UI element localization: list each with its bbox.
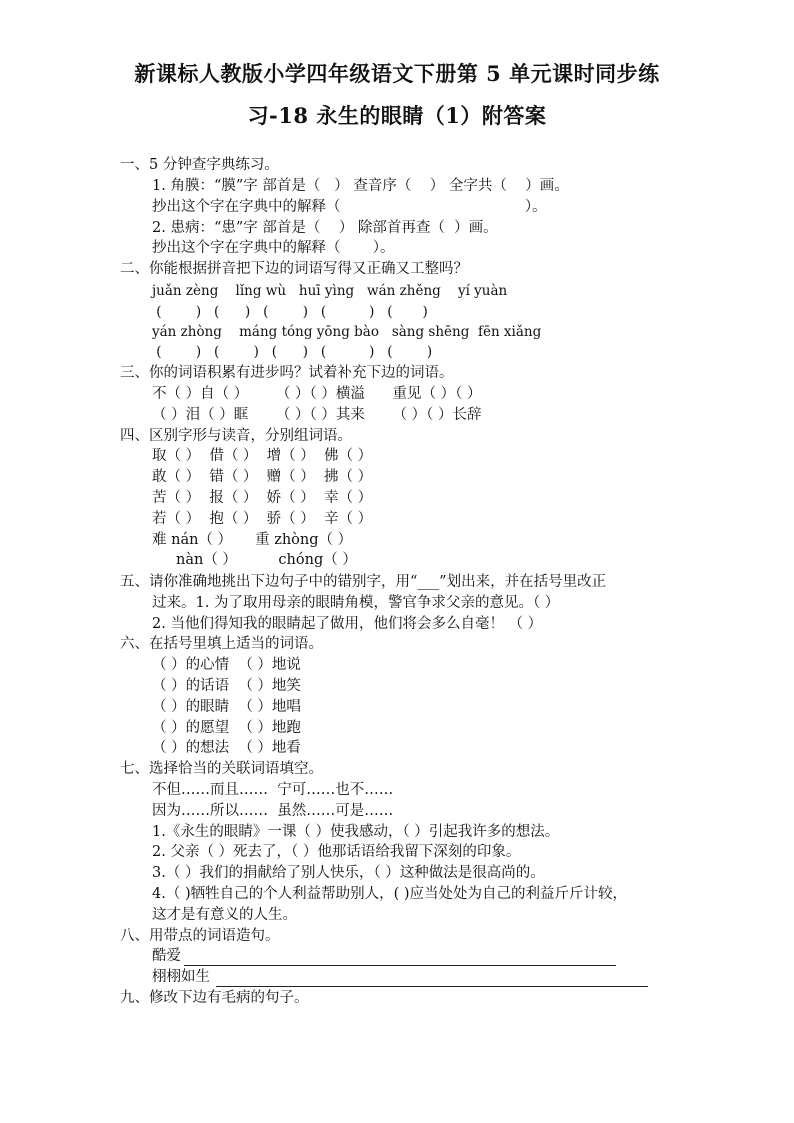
pinyin-row: yán zhòng máng tóng yōng bào sàng shēng fēn xiǎng bbox=[152, 324, 542, 340]
section-9-heading: 九、修改下边有毛病的句子。 bbox=[120, 990, 309, 1006]
sentence-word: 酷爱 bbox=[152, 948, 181, 964]
character-row: 苦（ ） 报（ ） 娇（ ） 幸（ ） bbox=[152, 490, 373, 506]
page-title-line-1: 新课标人教版小学四年级语文下册第 5 单元课时同步练 bbox=[134, 61, 660, 86]
fill-row: （ ）的眼睛 （ ）地唱 bbox=[152, 699, 301, 715]
answer-underline[interactable] bbox=[184, 964, 616, 966]
sentence-word: 栩栩如生 bbox=[152, 969, 210, 985]
question-line: 4.（ )牺牲自己的个人利益帮助别人，( )应当处处为自己的利益斤斤计较， bbox=[152, 886, 628, 902]
question-line: 这才是有意义的人生。 bbox=[152, 907, 297, 923]
section-7-heading: 七、选择恰当的关联词语填空。 bbox=[120, 761, 323, 777]
section-8-heading: 八、用带点的词语造句。 bbox=[120, 928, 280, 944]
character-row: 若（ ） 抱（ ） 骄（ ） 辛（ ） bbox=[152, 511, 373, 527]
idiom-row: （ ）泪（ ）眶 （ ）（ ）其来 （ ）（ ）长辞 bbox=[152, 407, 482, 423]
question-line: 抄出这个字在字典中的解释（ ）。 bbox=[152, 199, 547, 215]
section-5-heading: 五、请你准确地挑出下边句子中的错别字，用“___”划出来，并在括号里改正 bbox=[120, 574, 607, 590]
conjunction-options: 因为……所以…… 虽然……可是…… bbox=[152, 803, 394, 819]
conjunction-options: 不但……而且…… 宁可……也不…… bbox=[152, 782, 394, 798]
character-row: 敢（ ） 错（ ） 赠（ ） 拂（ ） bbox=[152, 469, 373, 485]
polyphone-row: 难 nán（ ） 重 zhòng（ ） bbox=[152, 532, 353, 548]
polyphone-row: nàn（ ） chóng（ ） bbox=[176, 552, 357, 568]
question-line: 过来。1. 为了取用母亲的眼睛角模，警官争求父亲的意见。（ ） bbox=[152, 595, 560, 611]
section-2-heading: 二、你能根据拼音把下边的词语写得又正确又工整吗？ bbox=[120, 261, 468, 277]
section-3-heading: 三、你的词语积累有进步吗？试着补充下边的词语。 bbox=[120, 365, 454, 381]
section-6-heading: 六、在括号里填上适当的词语。 bbox=[120, 636, 323, 652]
answer-brackets-row: ( ) ( ) ( ) ( ) ( ) bbox=[152, 344, 433, 360]
question-line: 抄出这个字在字典中的解释（ ）。 bbox=[152, 240, 395, 256]
idiom-row: 不（ ）自（ ） （ ）（ ）横溢 重见（ ）（ ） bbox=[152, 386, 482, 402]
pinyin-row: juǎn zèng lǐng wù huī yìng wán zhěng yí yuàn bbox=[152, 283, 508, 299]
question-line: 2. 当他们得知我的眼睛起了做用，他们将会多么自毫！ （ ） bbox=[152, 616, 543, 632]
question-line: 2. 父亲（ ）死去了，（ ）他那话语给我留下深刻的印象。 bbox=[152, 844, 521, 860]
section-1-heading: 一、5 分钟查字典练习。 bbox=[120, 157, 279, 173]
question-line: 1.《永生的眼睛》一课（ ）使我感动，（ ）引起我许多的想法。 bbox=[152, 824, 560, 840]
fill-row: （ ）的心情 （ ）地说 bbox=[152, 657, 301, 673]
answer-brackets-row: ( ) ( ) ( ) ( ) ( ) bbox=[152, 304, 428, 320]
fill-row: （ ）的想法 （ ）地看 bbox=[152, 740, 301, 756]
character-row: 取（ ） 借（ ） 增（ ） 佛（ ） bbox=[152, 448, 373, 464]
page-title-line-2: 习-18 永生的眼睛（1）附答案 bbox=[247, 103, 547, 128]
question-line: 3.（ ）我们的捐献给了别人快乐，（ ）这种做法是很高尚的。 bbox=[152, 865, 545, 881]
question-line: 1. 角膜：“膜”字 部首是（ ） 查音序（ ） 全字共（ ）画。 bbox=[152, 178, 569, 194]
section-4-heading: 四、区别字形与读音，分别组词语。 bbox=[120, 428, 352, 444]
question-line: 2. 患病：“患”字 部首是（ ） 除部首再查（ ）画。 bbox=[152, 220, 498, 236]
fill-row: （ ）的愿望 （ ）地跑 bbox=[152, 720, 301, 736]
fill-row: （ ）的话语 （ ）地笑 bbox=[152, 678, 301, 694]
answer-underline[interactable] bbox=[216, 985, 648, 987]
